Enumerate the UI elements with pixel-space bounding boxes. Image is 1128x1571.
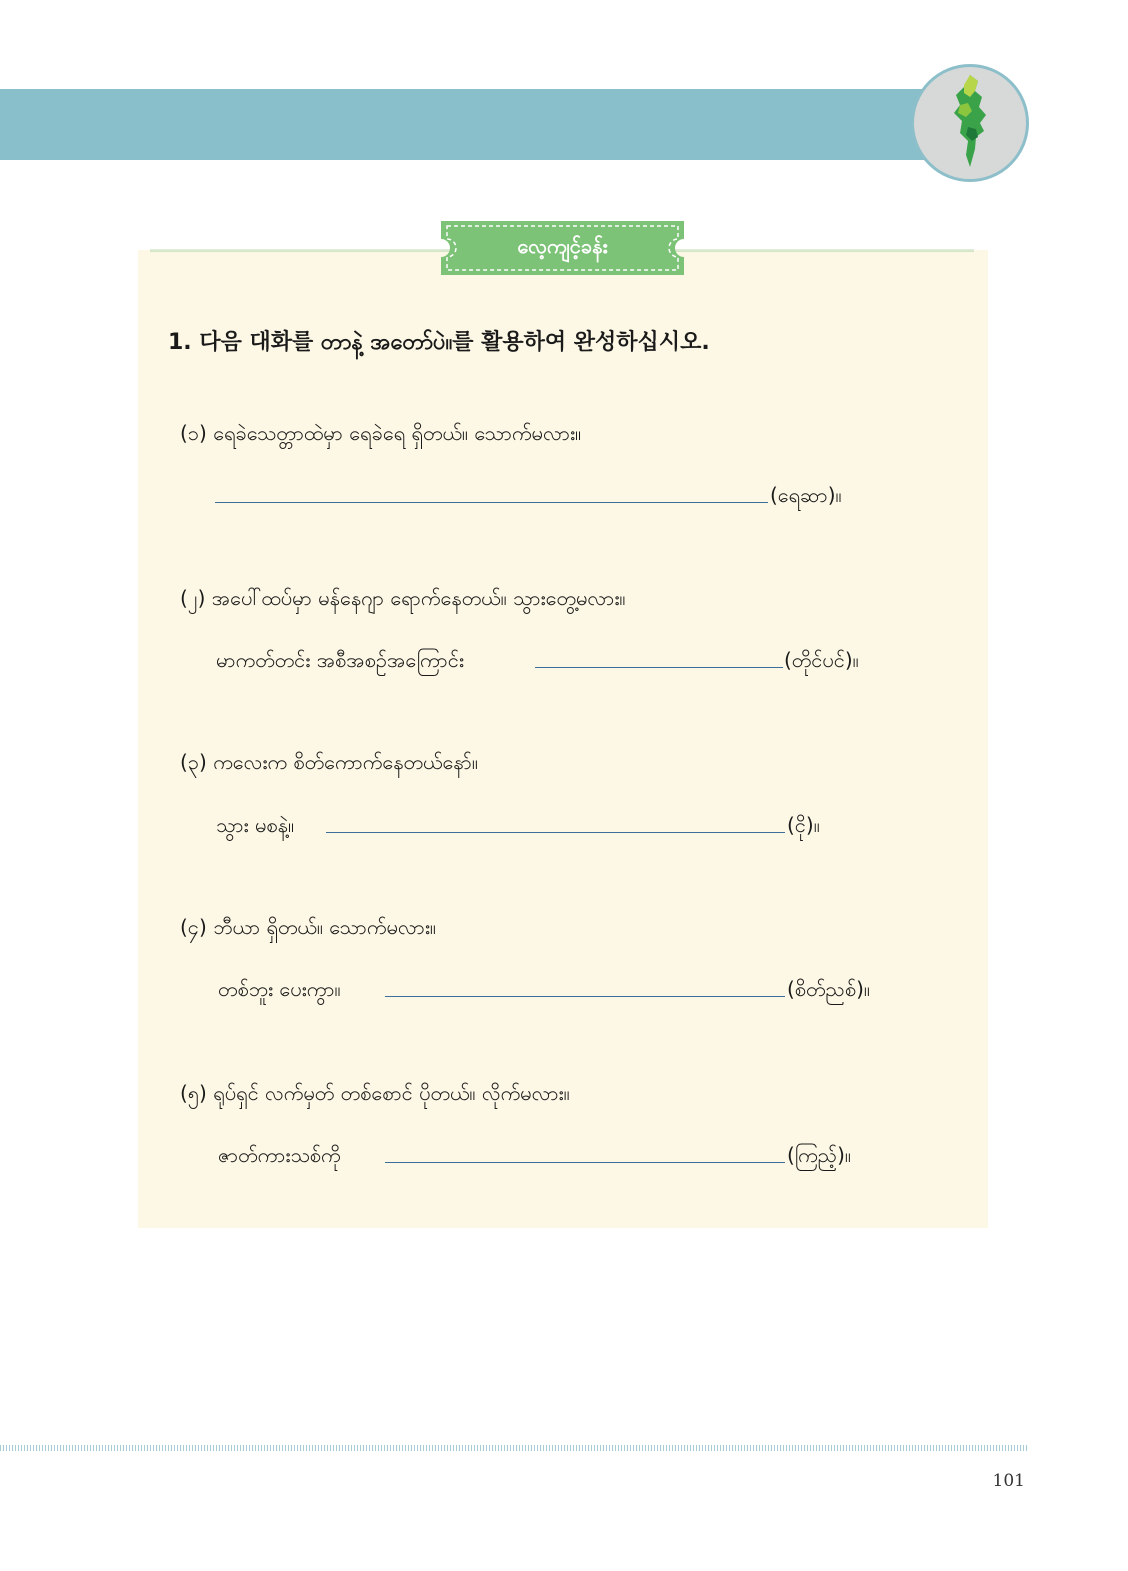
item-3-hint: (ငို)။: [787, 813, 820, 837]
page-number: 101: [992, 1471, 1025, 1491]
item-5-hint: (ကြည့်)။: [787, 1143, 851, 1167]
item-4-hint: (စိတ်ညစ်)။: [787, 977, 870, 1001]
myanmar-map-icon: [942, 71, 998, 175]
item-3-prompt: (၃) ကလေးက စိတ်ကောက်နေတယ်နော်။: [180, 750, 478, 774]
item-1-hint: (ရေဆာ)။: [770, 483, 842, 507]
item-4-answer-prefix: တစ်ဘူး ပေးကွာ။: [218, 977, 341, 1001]
item-1-prompt: (၁) ရေခဲသေတ္တာထဲမှာ ရေခဲရေ ရှိတယ်။ သောက်မလား။: [180, 421, 582, 445]
question-title: 1. 다음 대화를 တာနဲ့ အတော်ပဲ။를 활용하여 완성하십시오.: [168, 330, 710, 355]
chapter-logo: [911, 64, 1029, 182]
item-2-answer-blank[interactable]: [535, 667, 783, 668]
item-5-answer-prefix: ဇာတ်ကားသစ်ကို: [218, 1143, 341, 1167]
header-band: [0, 89, 975, 160]
footer-divider: [0, 1445, 1027, 1451]
item-4-prompt: (၄) ဘီယာ ရှိတယ်။ သောက်မလား။: [180, 915, 436, 939]
item-3-answer-prefix: သွား မစနဲ့။: [216, 813, 295, 837]
item-4-answer-blank[interactable]: [385, 996, 785, 997]
item-5-answer-blank[interactable]: [385, 1162, 785, 1163]
item-2-prompt: (၂) အပေါ်ထပ်မှာ မန်နေဂျာ ရောက်နေတယ်။ သွားတွေ့မလား။: [180, 586, 626, 610]
item-1-answer-blank[interactable]: [215, 502, 768, 503]
item-2-answer-prefix: မာကတ်တင်း အစီအစဉ်အကြောင်း: [216, 648, 464, 672]
section-title: လေ့ကျင့်ခန်း: [517, 234, 608, 258]
section-ribbon: [441, 221, 684, 275]
item-5-prompt: (၅) ရုပ်ရှင် လက်မှတ် တစ်စောင် ပိုတယ်။ လိုက်မလား။: [180, 1081, 570, 1105]
item-2-hint: (တိုင်ပင်)။: [784, 648, 859, 672]
item-3-answer-blank[interactable]: [326, 832, 785, 833]
